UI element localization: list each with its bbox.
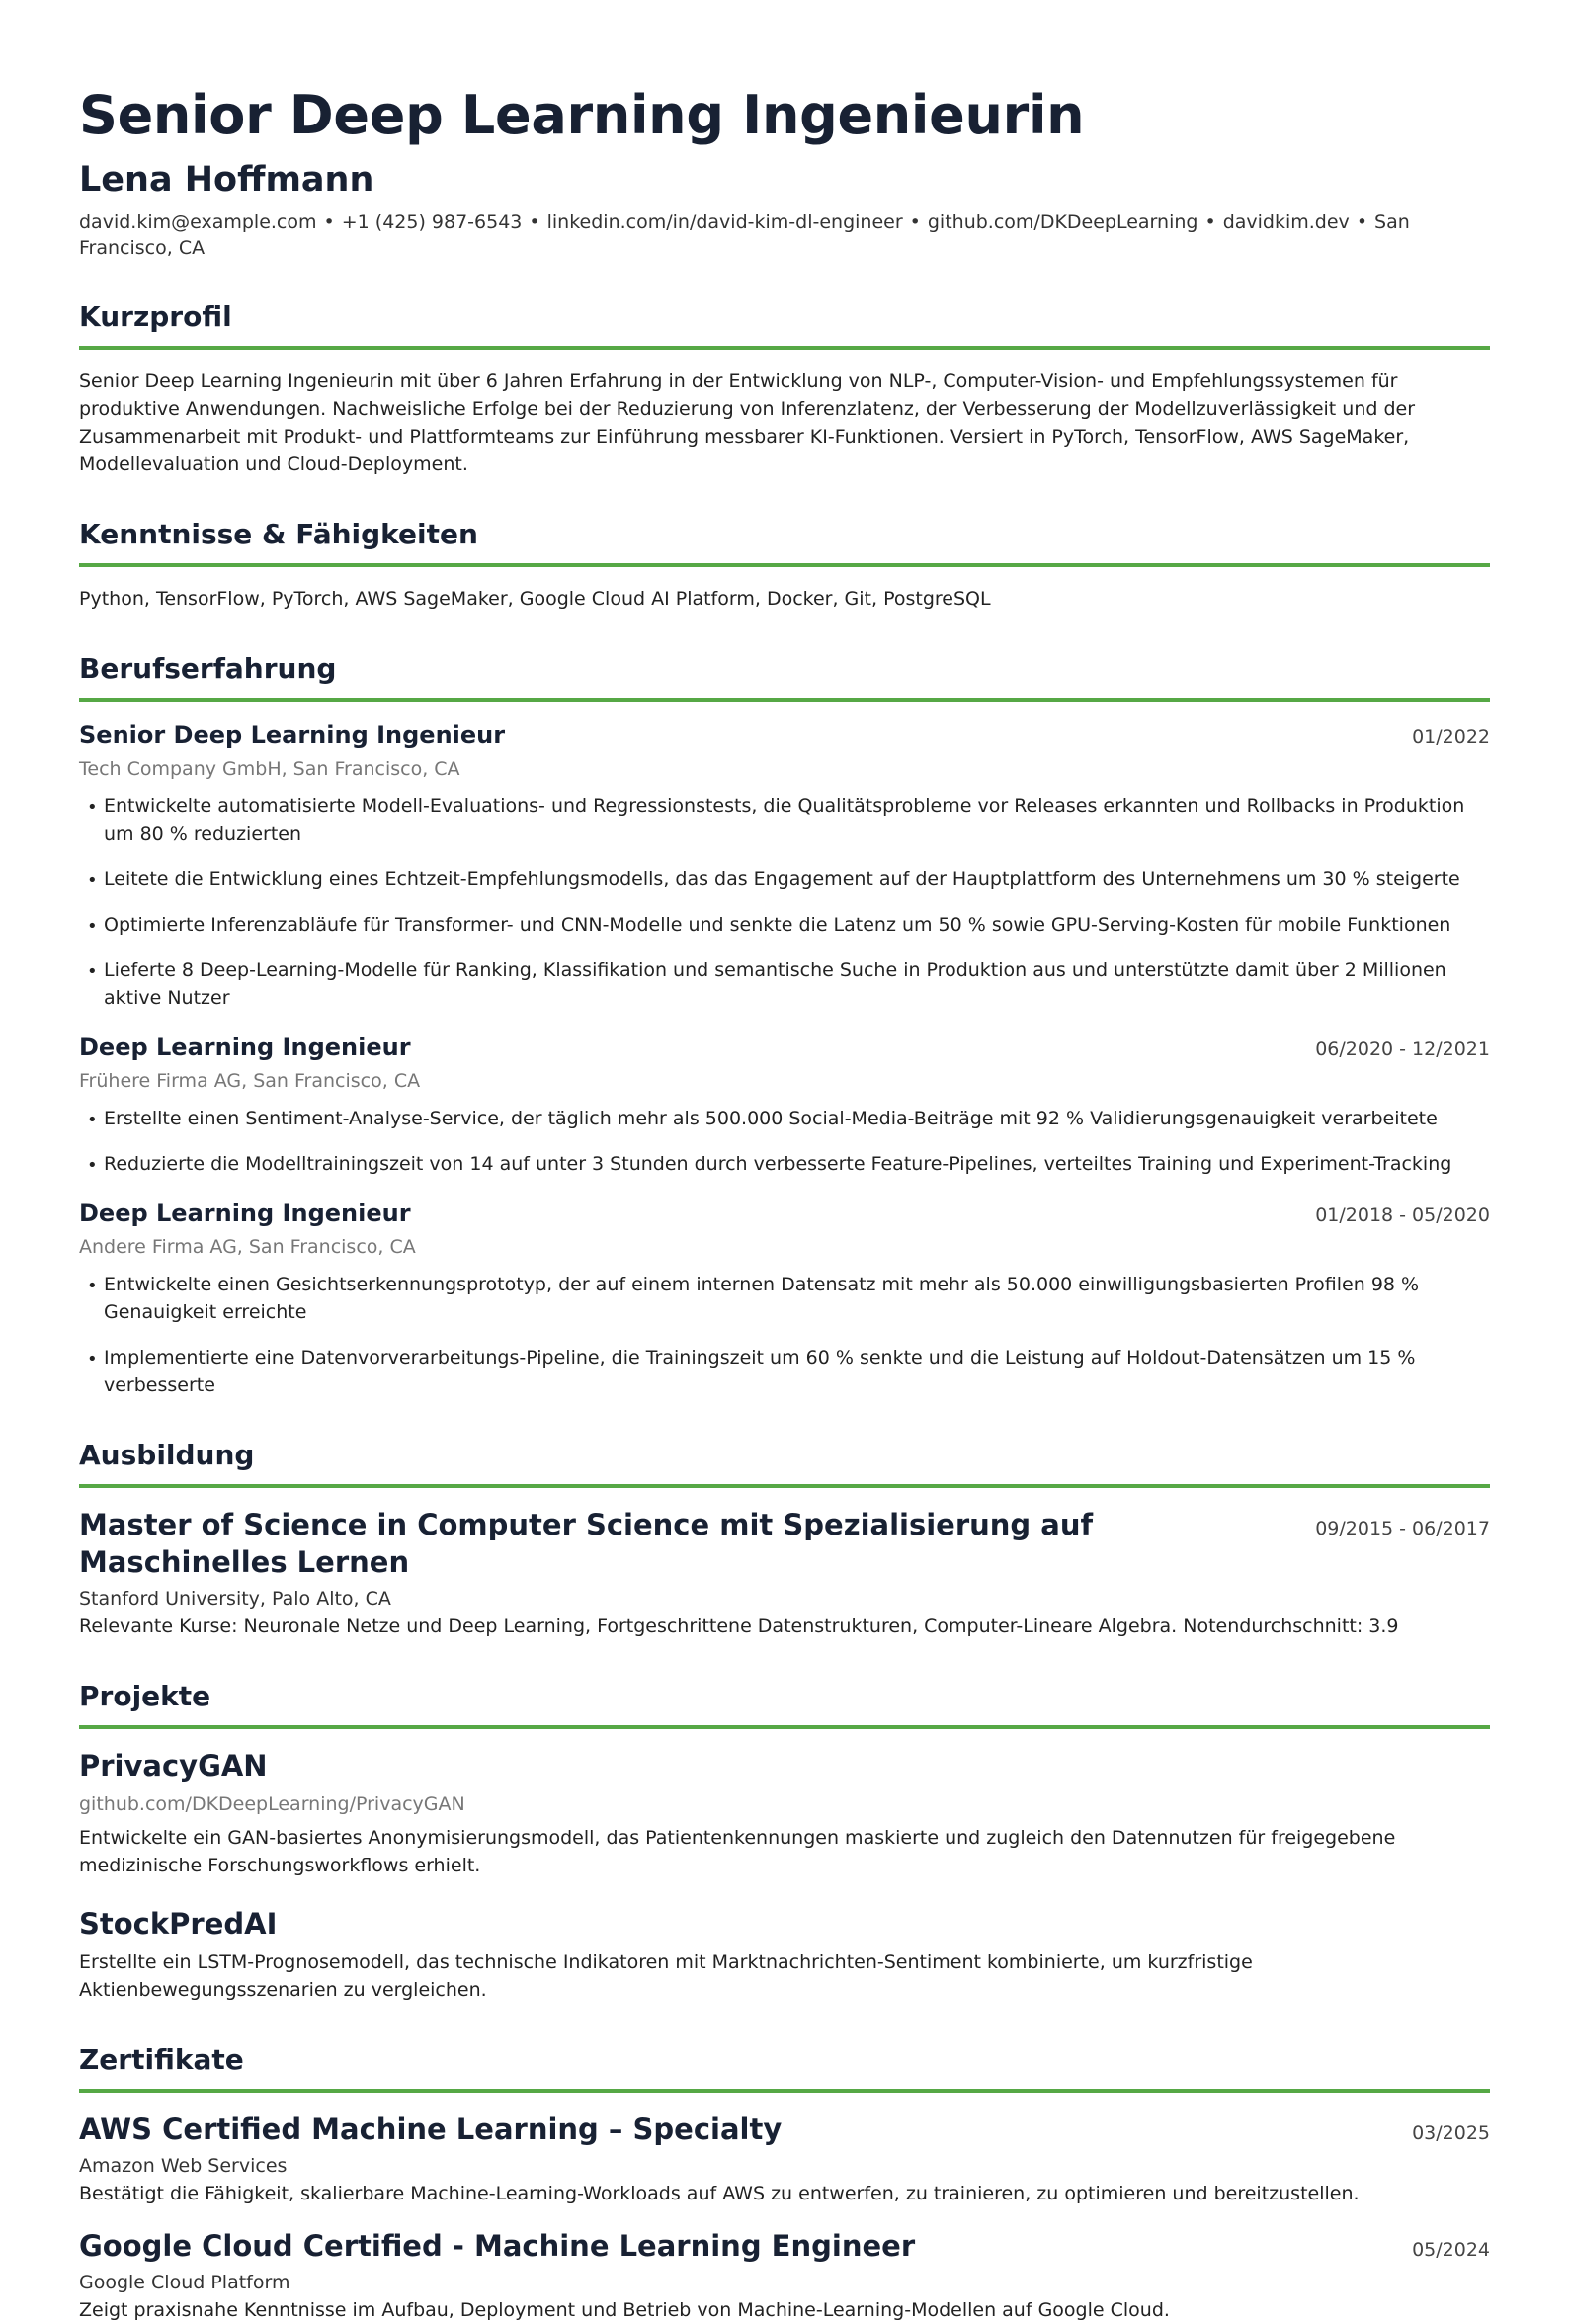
degree-title: Master of Science in Computer Science mit Spezialisierung auf Maschinelles Lernen <box>79 1508 1094 1579</box>
job-entry <box>79 719 1490 1012</box>
bullet-item: • Entwickelte einen Gesichtserkennungsprototyp, der auf einem internen Datensatz mit mehr als 50.000 einwilligungsbasierten Profilen 98 % Genauigkeit erreichte <box>79 1271 1490 1326</box>
projects-section <box>79 1680 1490 2004</box>
education-section <box>79 1439 1490 1640</box>
contact-separator: • <box>909 211 921 233</box>
contact-linkedin[interactable]: linkedin.com/in/david-kim-dl-engineer <box>546 211 903 233</box>
contact-separator: • <box>529 211 540 233</box>
bullet-item: • Entwickelte automatisierte Modell-Evaluations- und Regressionstests, die Qualitätsprobleme vor Releases erkannten und Rollbacks in Produktion um 80 % reduzierten <box>79 792 1490 848</box>
job-date: 01/2018 - 05/2020 <box>1315 1204 1490 1226</box>
job-company: Andere Firma AG, San Francisco, CA <box>79 1236 416 1258</box>
education-details: Relevante Kurse: Neuronale Netze und Deep Learning, Fortgeschrittene Datenstrukturen, Computer-Lineare Algebra. Notendurchschnitt: 3.9 <box>79 1616 1399 1637</box>
summary-section <box>79 300 1490 478</box>
certification-description: Zeigt praxisnahe Kenntnisse im Aufbau, Deployment und Betrieb von Machine-Learning-Modellen auf Google Cloud. <box>79 2299 1170 2321</box>
section-heading: Ausbildung <box>79 1439 1490 1488</box>
job-title: Senior Deep Learning Ingenieur <box>79 721 506 749</box>
job-date: 06/2020 - 12/2021 <box>1315 1038 1490 1060</box>
skills-text: Python, TensorFlow, PyTorch, AWS SageMaker, Google Cloud AI Platform, Docker, Git, PostgreSQL <box>79 588 991 610</box>
project-name: PrivacyGAN <box>79 1749 268 1783</box>
project-name: StockPredAI <box>79 1907 278 1941</box>
job-entry <box>79 1198 1490 1399</box>
bullet-item: • Erstellte einen Sentiment-Analyse-Service, der täglich mehr als 500.000 Social-Media-Beiträge mit 92 % Validierungsgenauigkeit verarbeitete <box>79 1105 1490 1132</box>
certification-entry <box>79 2111 1490 2207</box>
certification-date: 03/2025 <box>1412 2122 1490 2144</box>
certification-description: Bestätigt die Fähigkeit, skalierbare Machine-Learning-Workloads auf AWS zu entwerfen, zu trainieren, zu optimieren und bereitzustellen. <box>79 2183 1360 2204</box>
job-bullets <box>79 792 1490 1012</box>
certifications-section <box>79 2043 1490 2324</box>
project-entry <box>79 1905 1490 2004</box>
job-bullets <box>79 1105 1490 1178</box>
contact-separator: • <box>323 211 335 233</box>
summary-text: Senior Deep Learning Ingenieurin mit über 6 Jahren Erfahrung in der Entwicklung von NLP-, Computer-Vision- und Empfehlungssystemen für produktive Anwendungen. Nachweisliche Erfolge bei der Reduzierung von Inferenzlatenz, der Verbesserung der Modellzuverlässigkeit und der Zusammenarbeit mit Produkt- und Plattformteams zur Einführung messbarer KI-Funktionen. Versiert in PyTorch, TensorFlow, AWS SageMaker, Modellevaluation und Cloud-Deployment. <box>79 371 1416 475</box>
contact-separator: • <box>1356 211 1368 233</box>
certification-issuer: Amazon Web Services <box>79 2155 288 2177</box>
bullet-item: • Optimierte Inferenzabläufe für Transformer- und CNN-Modelle und senkte die Latenz um 50 % sowie GPU-Serving-Kosten für mobile Funktionen <box>79 911 1490 939</box>
project-description: Entwickelte ein GAN-basiertes Anonymisierungsmodell, das Patientenkennungen maskierte und zugleich den Datennutzen für freigegebene medizinische Forschungsworkflows erhielt. <box>79 1827 1396 1876</box>
experience-section <box>79 652 1490 1399</box>
contact-location: San Francisco, CA <box>79 211 1410 259</box>
section-heading: Berufserfahrung <box>79 652 1490 702</box>
contact-phone[interactable]: +1 (425) 987-6543 <box>341 211 523 233</box>
project-link[interactable]: github.com/DKDeepLearning/PrivacyGAN <box>79 1793 465 1815</box>
certification-date: 05/2024 <box>1412 2239 1490 2261</box>
job-title: Deep Learning Ingenieur <box>79 1034 411 1061</box>
resume-title: Senior Deep Learning Ingenieurin <box>79 84 1085 146</box>
resume-header <box>79 83 1490 261</box>
contact-github[interactable]: github.com/DKDeepLearning <box>927 211 1198 233</box>
certification-name: AWS Certified Machine Learning – Specialty <box>79 2113 783 2146</box>
bullet-item: • Lieferte 8 Deep-Learning-Modelle für Ranking, Klassifikation und semantische Suche in Produktion aus und unterstützte damit über 2 Millionen aktive Nutzer <box>79 956 1490 1012</box>
section-heading: Kenntnisse & Fähigkeiten <box>79 518 1490 567</box>
bullet-item: • Leitete die Entwicklung eines Echtzeit-Empfehlungsmodells, das das Engagement auf der Hauptplattform des Unternehmens um 30 % steigerte <box>79 866 1490 893</box>
certification-issuer: Google Cloud Platform <box>79 2272 290 2293</box>
project-entry <box>79 1747 1490 1879</box>
skills-section <box>79 518 1490 613</box>
contact-line <box>79 209 1490 261</box>
contact-separator: • <box>1204 211 1216 233</box>
job-date: 01/2022 <box>1412 726 1490 748</box>
bullet-item: • Reduzierte die Modelltrainingszeit von 14 auf unter 3 Stunden durch verbesserte Feature-Pipelines, verteiltes Training und Experiment-Tracking <box>79 1150 1490 1178</box>
section-heading: Zertifikate <box>79 2043 1490 2093</box>
job-title: Deep Learning Ingenieur <box>79 1200 411 1227</box>
job-entry <box>79 1032 1490 1178</box>
section-heading: Kurzprofil <box>79 300 1490 350</box>
school-name: Stanford University, Palo Alto, CA <box>79 1588 391 1610</box>
bullet-item: • Implementierte eine Datenvorverarbeitungs-Pipeline, die Trainingszeit um 60 % senkte und die Leistung auf Holdout-Datensätzen um 15 % verbesserte <box>79 1344 1490 1399</box>
contact-email[interactable]: david.kim@example.com <box>79 211 317 233</box>
job-company: Tech Company GmbH, San Francisco, CA <box>79 758 460 780</box>
candidate-name: Lena Hoffmann <box>79 160 374 200</box>
certification-entry <box>79 2227 1490 2324</box>
job-company: Frühere Firma AG, San Francisco, CA <box>79 1070 421 1092</box>
certification-name: Google Cloud Certified - Machine Learning Engineer <box>79 2229 916 2263</box>
project-description: Erstellte ein LSTM-Prognosemodell, das technische Indikatoren mit Marktnachrichten-Sentiment kombinierte, um kurzfristige Aktienbewegungsszenarien zu vergleichen. <box>79 1951 1253 2001</box>
contact-website[interactable]: davidkim.dev <box>1222 211 1350 233</box>
section-heading: Projekte <box>79 1680 1490 1729</box>
education-date: 09/2015 - 06/2017 <box>1315 1518 1490 1539</box>
job-bullets <box>79 1271 1490 1399</box>
